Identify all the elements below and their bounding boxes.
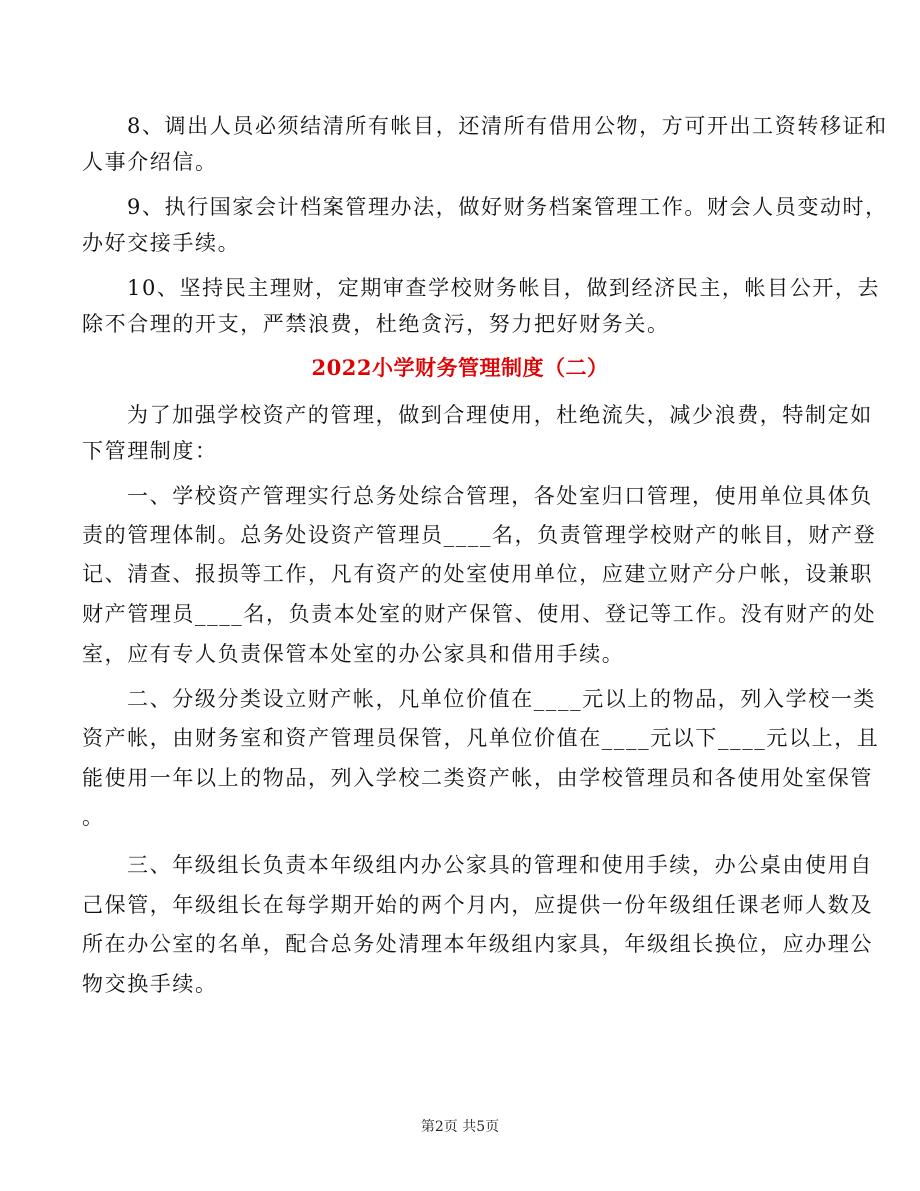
paragraph-9-line-1: 9、执行国家会计档案管理办法，做好财务档案管理工作。财会人员变动时， <box>127 195 888 219</box>
clause-3-line-4: 物交换手续。 <box>82 972 218 996</box>
clause-1-line-4: 财产管理员____名，负责本处室的财产保管、使用、登记等工作。没有财产的处 <box>82 602 877 626</box>
clause-1-line-3: 记、清查、报损等工作，凡有资产的处室使用单位，应建立财产分户帐，设兼职 <box>82 562 873 586</box>
page-number-footer: 第2页 共5页 <box>420 1119 500 1135</box>
clause-2-line-2: 资产帐，由财务室和资产管理员保管，凡单位价值在____元以下____元以上，且 <box>82 726 880 750</box>
paragraph-10-line-2: 除不合理的开支，严禁浪费，杜绝贪污，努力把好财务关。 <box>82 312 670 336</box>
paragraph-8-line-1: 8、调出人员必须结清所有帐目，还清所有借用公物，方可开出工资转移证和 <box>127 114 888 138</box>
clause-2-line-4: 。 <box>82 805 105 829</box>
clause-3-line-3: 所在办公室的名单，配合总务处清理本年级组内家具，年级组长换位，应办理公 <box>82 932 873 956</box>
clause-1-line-5: 室，应有专人负责保管本处室的办公家具和借用手续。 <box>82 642 625 666</box>
paragraph-8-line-2: 人事介绍信。 <box>82 150 218 174</box>
clause-1-line-2: 责的管理体制。总务处设资产管理员____名，负责管理学校财产的帐目，财产登 <box>82 523 877 547</box>
clause-3-line-2: 己保管，年级组长在每学期开始的两个月内，应提供一份年级组任课老师人数及 <box>82 893 873 917</box>
clause-2-line-1: 二、分级分类设立财产帐，凡单位价值在____元以上的物品，列入学校一类 <box>127 687 876 711</box>
clause-3-line-1: 三、年级组长负责本年级组内办公家具的管理和使用手续，办公桌由使用自 <box>127 853 873 877</box>
intro-line-1: 为了加强学校资产的管理，做到合理使用，杜绝流失，减少浪费，特制定如 <box>127 403 873 427</box>
paragraph-10-line-1: 10、坚持民主理财，定期审查学校财务帐目，做到经济民主，帐目公开，去 <box>127 276 881 300</box>
clause-1-line-1: 一、学校资产管理实行总务处综合管理，各处室归口管理，使用单位具体负 <box>127 484 873 508</box>
section-title: 2022小学财务管理制度（二） <box>311 355 609 380</box>
intro-line-2: 下管理制度： <box>82 439 218 463</box>
paragraph-9-line-2: 办好交接手续。 <box>82 231 241 255</box>
clause-2-line-3: 能使用一年以上的物品，列入学校二类资产帐，由学校管理员和各使用处室保管 <box>82 766 873 790</box>
